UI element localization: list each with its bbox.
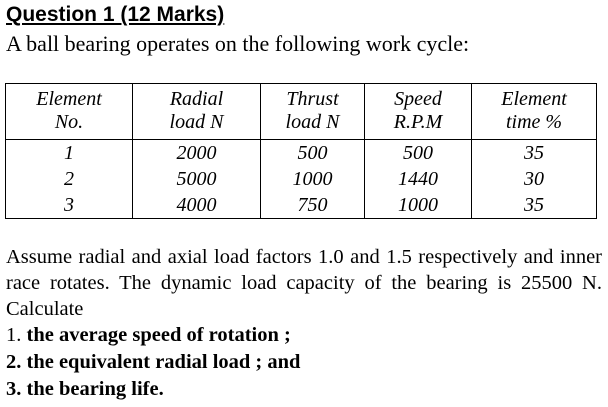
header-speed: Speed xyxy=(365,84,472,112)
intro-text: A ball bearing operates on the following work cycle: xyxy=(6,31,470,56)
header-element: Element xyxy=(6,84,133,112)
cell-element-no: 2 xyxy=(6,166,133,192)
cell-speed: 500 xyxy=(365,140,472,167)
task-text: the average speed of rotation ; xyxy=(26,324,291,346)
work-cycle-table xyxy=(5,83,597,219)
task-text: the equivalent radial load ; and xyxy=(26,351,301,373)
cell-radial-load: 5000 xyxy=(133,166,261,192)
table-header-row-1 xyxy=(6,84,597,112)
header-speed-unit: R.P.M xyxy=(365,111,472,140)
task-number: 2. xyxy=(6,351,22,373)
cell-time-percent: 35 xyxy=(472,192,597,219)
task-list xyxy=(6,322,300,403)
cell-speed: 1000 xyxy=(365,192,472,219)
header-radial-unit: load N xyxy=(133,111,261,140)
task-number: 1. xyxy=(6,324,22,346)
cell-speed: 1440 xyxy=(365,166,472,192)
cell-time-percent: 35 xyxy=(472,140,597,167)
task-number: 3. xyxy=(6,378,22,400)
header-element-time: Element xyxy=(472,84,597,112)
cell-radial-load: 2000 xyxy=(133,140,261,167)
cell-element-no: 3 xyxy=(6,192,133,219)
cell-thrust-load: 750 xyxy=(261,192,365,219)
table-row xyxy=(6,140,597,167)
cell-thrust-load: 1000 xyxy=(261,166,365,192)
header-element-no: No. xyxy=(6,111,133,140)
task-item-2 xyxy=(6,349,300,376)
header-thrust: Thrust xyxy=(261,84,365,112)
header-radial: Radial xyxy=(133,84,261,112)
assumptions-paragraph: Assume radial and axial load factors 1.0 and 1.5 respectively and inner race rotates. The dynamic load capacity of the bearing is 25500 N. Calculate xyxy=(6,246,602,320)
cell-thrust-load: 500 xyxy=(261,140,365,167)
cell-radial-load: 4000 xyxy=(133,192,261,219)
task-text: the bearing life. xyxy=(26,378,164,400)
header-time-unit: time % xyxy=(472,111,597,140)
cell-element-no: 1 xyxy=(6,140,133,167)
task-item-3 xyxy=(6,376,300,403)
header-thrust-unit: load N xyxy=(261,111,365,140)
table-row xyxy=(6,166,597,192)
table-row xyxy=(6,192,597,219)
cell-time-percent: 30 xyxy=(472,166,597,192)
table-header-row-2 xyxy=(6,111,597,140)
task-item-1 xyxy=(6,322,300,349)
question-title: Question 1 (12 Marks) xyxy=(6,3,225,26)
